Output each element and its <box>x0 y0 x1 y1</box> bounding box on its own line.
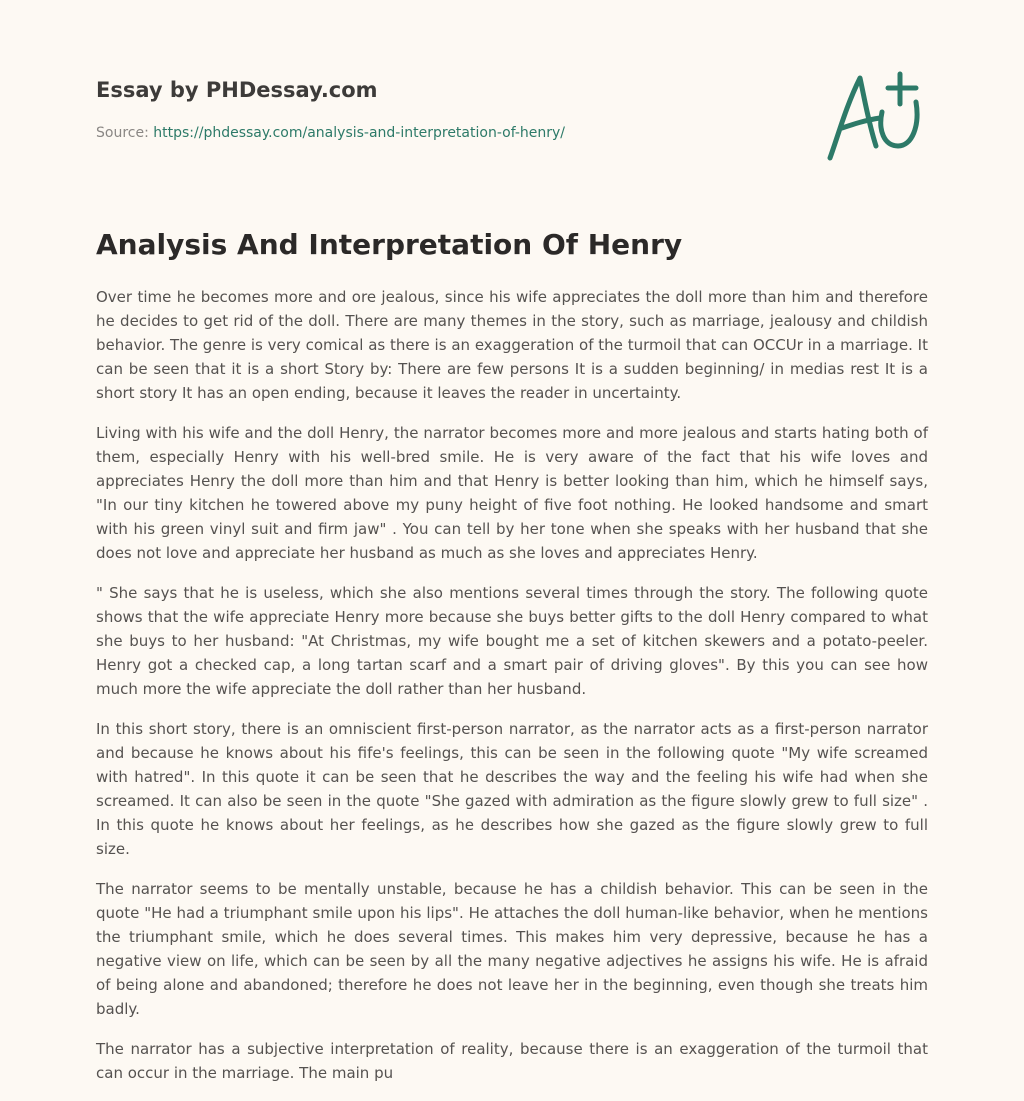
essay-paragraph: Over time he becomes more and ore jealous, since his wife appreciates the doll more than him and therefore he decides to get rid of the doll. There are many themes in the story, such as marriage, jealousy and childish behavior. The genre is very comical as there is an exaggeration of the turmoil that can OCCUr in a marriage. It can be seen that it is a short Story by: There are few persons It is a sudden beginning/ in medias rest It is a short story It has an open ending, because it leaves the reader in uncertainty. <box>96 288 928 402</box>
essay-paragraph: Living with his wife and the doll Henry, the narrator becomes more and more jealous and starts hating both of them, especially Henry with his well-bred smile. He is very aware of the fact that his wife loves and appreciates Henry the doll more than him and that Henry is better looking than him, which he himself says, "In our tiny kitchen he towered above my puny height of five foot nothing. He looked handsome and smart with his green vinyl suit and firm jaw" . You can tell by her tone when she speaks with her husband that she does not love and appreciate her husband as much as she loves and appreciates Henry. <box>96 424 928 562</box>
essay-paragraph: In this short story, there is an omniscient first-person narrator, as the narrator acts as a first-person narrator and because he knows about his fife's feelings, this can be seen in the following quote "My wife screamed with hatred". In this quote it can be seen that he describes the way and the feeling his wife had when she screamed. It can also be seen in the quote "She gazed with admiration as the figure slowly grew to full size" . In this quote he knows about her feelings, as he describes how she gazed as the figure slowly grew to full size. <box>96 720 928 858</box>
source-label: Source: <box>96 125 149 141</box>
essay-paragraph: " She says that he is useless, which she also mentions several times through the story. The following quote shows that the wife appreciate Henry more because she buys better gifts to the doll Henry compared to what she buys to her husband: "At Christmas, my wife bought me a set of kitchen skewers and a potato-peeler. Henry got a checked cap, a long tartan scarf and a smart pair of driving gloves". By this you can see how much more the wife appreciate the doll rather than her husband. <box>96 584 928 698</box>
essay-paragraph: The narrator seems to be mentally unstable, because he has a childish behavior. This can be seen in the quote "He had a triumphant smile upon his lips". He attaches the doll human-like behavior, when he mentions the triumphant smile, which he does several times. This makes him very depressive, because he has a negative view on life, which can be seen by all the many negative adjectives he assigns his wife. He is afraid of being alone and abandoned; therefore he does not leave her in the beginning, even though she treats him badly. <box>96 880 928 1018</box>
page-header <box>96 76 928 142</box>
essay-title: Analysis And Interpretation Of Henry <box>96 228 683 261</box>
source-line <box>96 124 928 142</box>
a-plus-grade-logo-icon <box>820 66 930 166</box>
essay-body <box>96 285 928 1101</box>
site-brand: Essay by PHDessay.com <box>96 78 378 102</box>
essay-paragraph: The narrator has a subjective interpretation of reality, because there is an exaggeration of the turmoil that can occur in the marriage. The main pu <box>96 1040 928 1082</box>
source-link[interactable]: https://phdessay.com/analysis-and-interpretation-of-henry/ <box>153 125 566 141</box>
